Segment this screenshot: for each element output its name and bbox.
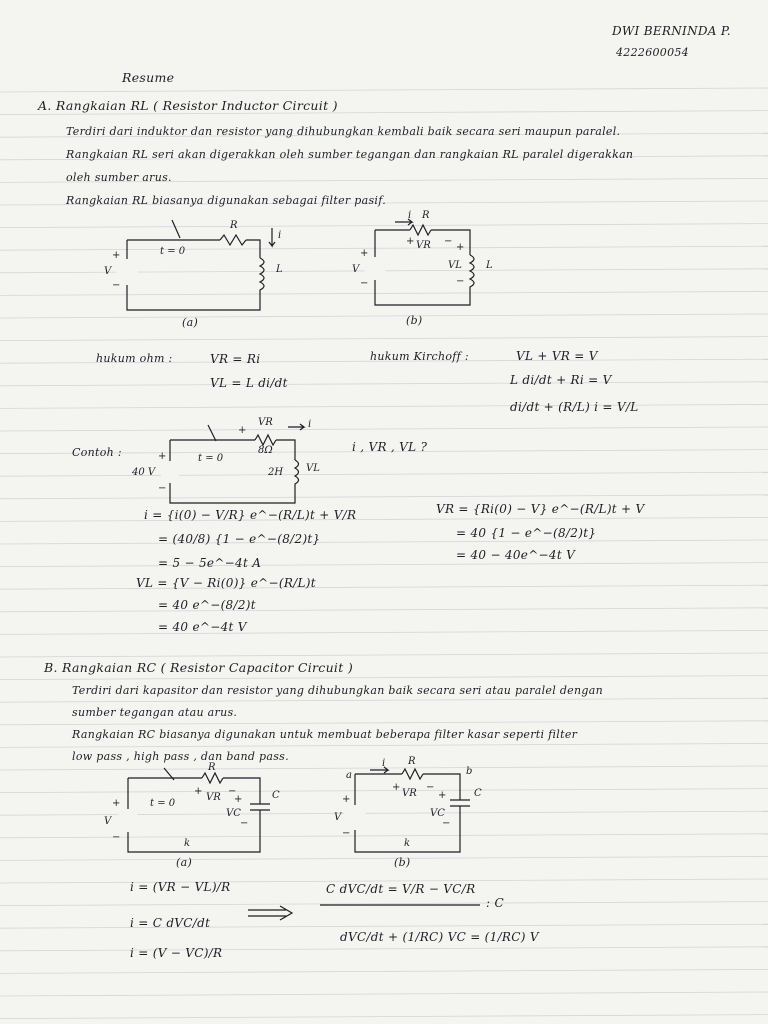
svg-text:t = 0: t = 0	[160, 246, 186, 257]
ruled-line	[0, 676, 768, 680]
svg-text:i: i	[278, 230, 282, 241]
svg-text:b: b	[466, 766, 473, 777]
svg-text:L: L	[276, 264, 283, 275]
eq-vr-3: = 40 − 40e^−4t V	[456, 548, 576, 562]
ruled-line	[0, 585, 768, 589]
svg-text:+: +	[360, 248, 369, 259]
ruled-line	[0, 495, 768, 499]
eq-vl-1: VL = {V − Ri(0)} e^−(R/L)t	[136, 576, 316, 590]
svg-text:k: k	[404, 838, 411, 849]
implies-arrow-icon	[246, 904, 296, 924]
svg-text:R: R	[208, 762, 216, 773]
rc-figure-b-label: (b)	[394, 856, 411, 869]
ruled-line	[0, 472, 768, 476]
svg-text:−: −	[112, 280, 121, 291]
svg-text:40 V: 40 V	[132, 467, 156, 478]
svg-text:V: V	[104, 266, 112, 277]
svg-text:−: −	[360, 278, 369, 289]
kirchoff-eq-3: di/dt + (R/L) i = V/L	[510, 400, 639, 414]
svg-text:C: C	[474, 788, 482, 799]
svg-text:−: −	[342, 828, 351, 839]
section-a-text-1: Terdiri dari induktor dan resistor yang dihubungkan kembali baik secara seri maupun paralel.	[66, 125, 621, 138]
svg-text:R: R	[230, 220, 238, 231]
division-line	[320, 902, 490, 908]
svg-text:k: k	[184, 838, 191, 849]
rc-eq-1: i = (VR − VL)/R	[130, 880, 231, 894]
svg-text:R: R	[408, 756, 416, 767]
svg-text:C: C	[272, 790, 280, 801]
ruled-line	[0, 743, 768, 747]
svg-text:+: +	[234, 794, 243, 805]
section-a-text-2: Rangkaian RL seri akan digerakkan oleh sumber tegangan dan rangkaian RL paralel digerakkan	[66, 148, 634, 161]
ruled-line	[0, 947, 768, 951]
svg-text:+: +	[456, 242, 465, 253]
eq-vl-3: = 40 e^−4t V	[158, 620, 247, 634]
ruled-line	[0, 337, 768, 341]
ruled-line	[0, 540, 768, 544]
svg-text:−: −	[426, 782, 435, 793]
svg-text:VR: VR	[258, 417, 273, 428]
ruled-line	[0, 653, 768, 657]
ruled-line	[0, 1015, 768, 1019]
ruled-line	[0, 924, 768, 928]
rc-eq-3: i = (V − VC)/R	[130, 946, 223, 960]
kirchoff-eq-1: VL + VR = V	[516, 349, 598, 363]
svg-text:−: −	[442, 818, 451, 829]
eq-i-3: = 5 − 5e^−4t A	[158, 556, 262, 570]
svg-text:+: +	[438, 790, 447, 801]
ruled-line	[0, 630, 768, 634]
rc-eq-right-2: dVC/dt + (1/RC) VC = (1/RC) V	[340, 930, 539, 944]
svg-text:−: −	[456, 276, 465, 287]
kirchoff-eq-2: L di/dt + Ri = V	[510, 373, 612, 387]
section-b-text-2: sumber tegangan atau arus.	[72, 706, 238, 719]
ruled-line	[0, 698, 768, 702]
ruled-line	[0, 608, 768, 612]
svg-text:+: +	[238, 425, 247, 436]
svg-text:t = 0: t = 0	[150, 798, 176, 809]
svg-text:−: −	[228, 786, 237, 797]
student-id: 4222600054	[616, 46, 689, 59]
rc-figure-a-label: (a)	[176, 856, 193, 869]
eq-vr-1: VR = {Ri(0) − V} e^−(R/L)t + V	[436, 502, 645, 516]
section-a-text-4: Rangkaian RL biasanya digunakan sebagai filter pasif.	[66, 194, 386, 207]
rl-figure-a-label: (a)	[182, 316, 199, 329]
ruled-line	[0, 382, 768, 386]
svg-text:i: i	[308, 419, 312, 430]
section-b-text-1: Terdiri dari kapasitor dan resistor yang dihubungkan baik secara seri atau paralel dengan	[72, 684, 603, 697]
svg-text:+: +	[194, 786, 203, 797]
section-a-heading: A. Rangkaian RL ( Resistor Inductor Circuit )	[38, 98, 338, 113]
ruled-line	[0, 563, 768, 567]
example-question: i , VR , VL ?	[352, 440, 428, 454]
svg-text:+: +	[406, 236, 415, 247]
rl-figure-b-label: (b)	[406, 314, 423, 327]
ruled-line	[0, 427, 768, 431]
section-b-heading: B. Rangkaian RC ( Resistor Capacitor Circuit )	[44, 660, 353, 675]
eq-i-2: = (40/8) {1 − e^−(8/2)t}	[158, 532, 321, 546]
svg-text:+: +	[158, 451, 167, 462]
svg-text:+: +	[342, 794, 351, 805]
rc-eq-2: i = C dVC/dt	[130, 916, 211, 930]
svg-text:L: L	[486, 260, 493, 271]
ohm-law-label: hukum ohm :	[96, 352, 173, 365]
page-title: Resume	[122, 70, 175, 85]
svg-text:VR: VR	[402, 788, 417, 799]
svg-text:VC: VC	[226, 808, 241, 819]
section-a-text-3: oleh sumber arus.	[66, 171, 172, 184]
rc-eq-right-1: C dVC/dt = V/R − VC/R	[326, 882, 476, 896]
example-rl-circuit	[130, 415, 320, 515]
svg-text:i: i	[408, 210, 412, 221]
svg-text:VL: VL	[448, 260, 462, 271]
rc-eq-divide: : C	[486, 896, 504, 910]
svg-text:+: +	[112, 250, 121, 261]
svg-text:VL: VL	[306, 463, 320, 474]
svg-text:8Ω: 8Ω	[258, 445, 273, 456]
svg-text:i: i	[382, 758, 386, 769]
ohm-eq-2: VL = L di/dt	[210, 376, 288, 390]
svg-text:+: +	[392, 782, 401, 793]
example-label: Contoh :	[72, 446, 122, 459]
svg-text:2H: 2H	[268, 467, 284, 478]
svg-text:VR: VR	[416, 240, 431, 251]
svg-text:V: V	[352, 264, 360, 275]
svg-text:−: −	[158, 483, 167, 494]
rc-circuit-a	[100, 760, 280, 860]
author-name: DWI BERNINDA P.	[612, 24, 731, 38]
svg-text:−: −	[240, 818, 249, 829]
svg-text:R: R	[422, 210, 430, 221]
eq-vl-2: = 40 e^−(8/2)t	[158, 598, 256, 612]
svg-text:t = 0: t = 0	[198, 453, 224, 464]
section-b-text-3: Rangkaian RC biasanya digunakan untuk membuat beberapa filter kasar seperti filter	[72, 728, 578, 741]
ruled-line	[0, 721, 768, 725]
ruled-line	[0, 517, 768, 521]
kirchoff-label: hukum Kirchoff :	[370, 350, 469, 363]
eq-vr-2: = 40 {1 − e^−(8/2)t}	[456, 526, 597, 540]
svg-text:−: −	[112, 832, 121, 843]
ruled-line	[0, 88, 768, 92]
ruled-line	[0, 404, 768, 408]
svg-text:VC: VC	[430, 808, 445, 819]
ohm-eq-1: VR = Ri	[210, 352, 261, 366]
svg-text:V: V	[104, 816, 112, 827]
svg-text:a: a	[346, 770, 352, 781]
svg-text:VR: VR	[206, 792, 221, 803]
rl-circuit-a	[100, 210, 283, 330]
rc-circuit-b	[330, 756, 490, 860]
ruled-line	[0, 992, 768, 996]
section-b-text-4: low pass , high pass , dan band pass.	[72, 750, 289, 763]
eq-i-1: i = {i(0) − V/R} e^−(R/L)t + V/R	[144, 508, 357, 522]
svg-text:−: −	[444, 236, 453, 247]
rl-circuit-b	[350, 210, 500, 330]
svg-text:V: V	[334, 812, 342, 823]
svg-text:+: +	[112, 798, 121, 809]
ruled-line	[0, 969, 768, 973]
